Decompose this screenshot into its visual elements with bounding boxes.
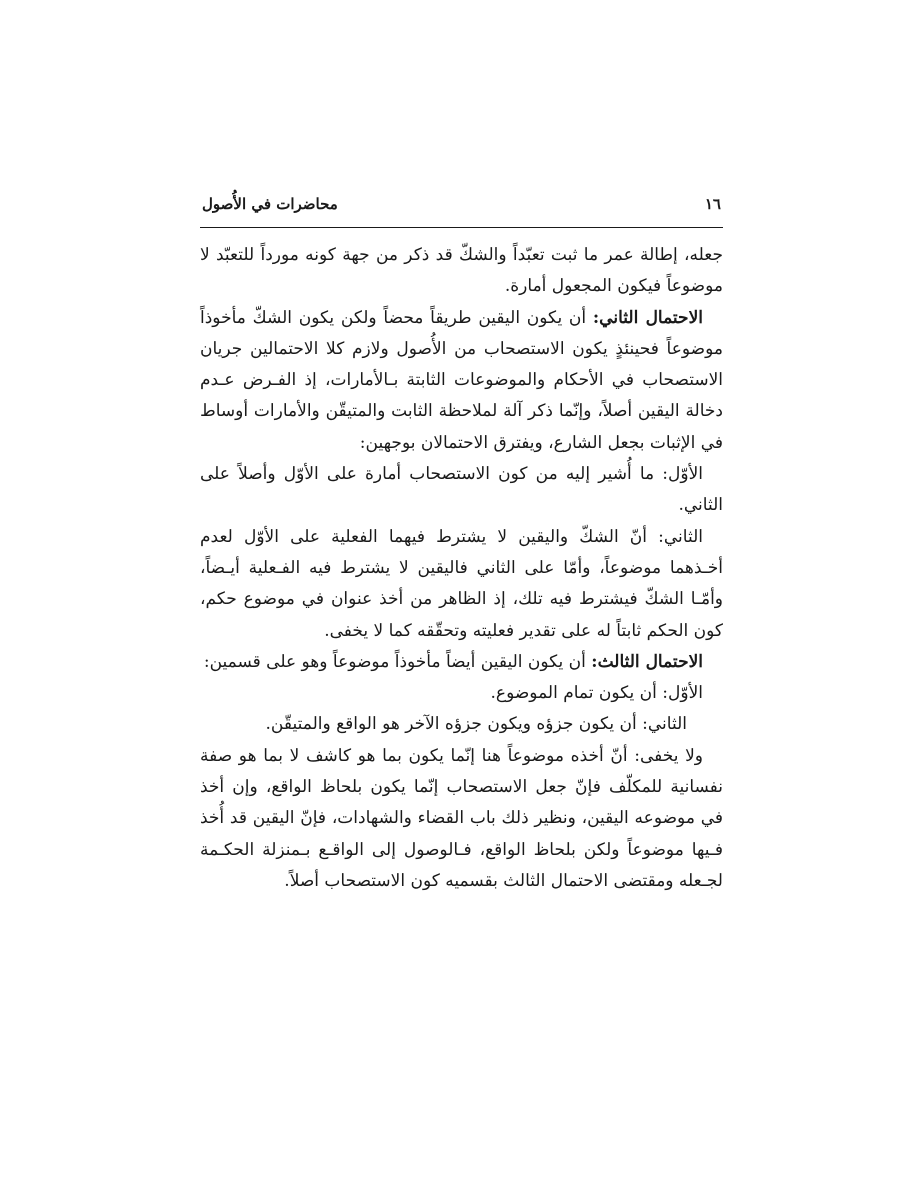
page-number: ١٦	[704, 195, 721, 213]
paragraph-text: الثاني: أن يكون جزؤه ويكون جزؤه الآخر هو الواقع والمتيقّن.	[265, 714, 687, 735]
running-header	[200, 195, 723, 228]
paragraph-text: الأوّل: ما أُشير إليه من كون الاستصحاب أمارة على الأوّل وأصلاً على الثاني.	[200, 464, 723, 516]
paragraph-text: ولا يخفى: أنّ أخذه موضوعاً هنا إنّما يكون بما هو كاشف لا بما هو صفة نفسانية للمكلّف فإنّ جعل الاستصحاب إنّما يكون بلحاظ الواقع، وإن أخذ في موضوعه اليقين، ونظير ذلك باب القضاء والشهادات، فإنّ اليقين قد أُخذ فـيها موضوعاً ولكن بلحاظ الواقع، فـالوصول إلى الواقـع بـمنزلة الحكـمة لجـعله ومقتضى الاحتمال الثالث بقسميه كون الاستصحاب أصلاً.	[200, 745, 723, 891]
paragraph	[200, 709, 723, 740]
paragraph-label: الاحتمال الثاني:	[592, 307, 703, 328]
paragraph	[200, 678, 723, 709]
paragraph	[200, 741, 723, 897]
paragraph-text: الأوّل: أن يكون تمام الموضوع.	[490, 683, 703, 704]
book-title: محاضرات في الأُصول	[202, 195, 338, 213]
paragraph-label: الاحتمال الثالث:	[591, 651, 703, 672]
book-page	[200, 195, 723, 897]
paragraph-text: الثاني: أنّ الشكّ واليقين لا يشترط فيهما الفعلية على الأوّل لعدم أخـذهما موضوعاً، وأمّا على الثاني فاليقين لا يشترط فيه الفـعلية أيـضاً، وأمّـا الشكّ فيشترط فيه تلك، إذ الظاهر من أخذ عنوان في موضوع حكم، كون الحكم ثابتاً له على تقدير فعليته وتحقّقه كما لا يخفى.	[200, 526, 723, 641]
paragraph	[200, 240, 723, 303]
paragraph-text: جعله، إطالة عمر ما ثبت تعبّداً والشكّ قد ذكر من جهة كونه مورداً للتعبّد لا موضوعاً فيكون المجعول أمارة.	[200, 245, 723, 297]
paragraph	[200, 647, 723, 678]
body-text	[200, 240, 723, 897]
paragraph	[200, 459, 723, 522]
paragraph-text: أن يكون اليقين طريقاً محضاً ولكن يكون الشكّ مأخوذاً موضوعاً فحينئذٍ يكون الاستصحاب من الأُصول ولازم كلا الاحتمالين جريان الاستصحاب في الأحكام والموضوعات الثابتة بـالأمارات، إذ الفـرض عـدم دخالة اليقين أصلاً، وإنّما ذكر آلة لملاحظة الثابت والمتيقّن والأمارات أوساط في الإثبات بجعل الشارع، ويفترق الاحتمالان بوجهين:	[200, 307, 723, 453]
paragraph	[200, 522, 723, 647]
paragraph-text: أن يكون اليقين أيضاً مأخوذاً موضوعاً وهو على قسمين:	[203, 651, 592, 672]
paragraph	[200, 303, 723, 459]
